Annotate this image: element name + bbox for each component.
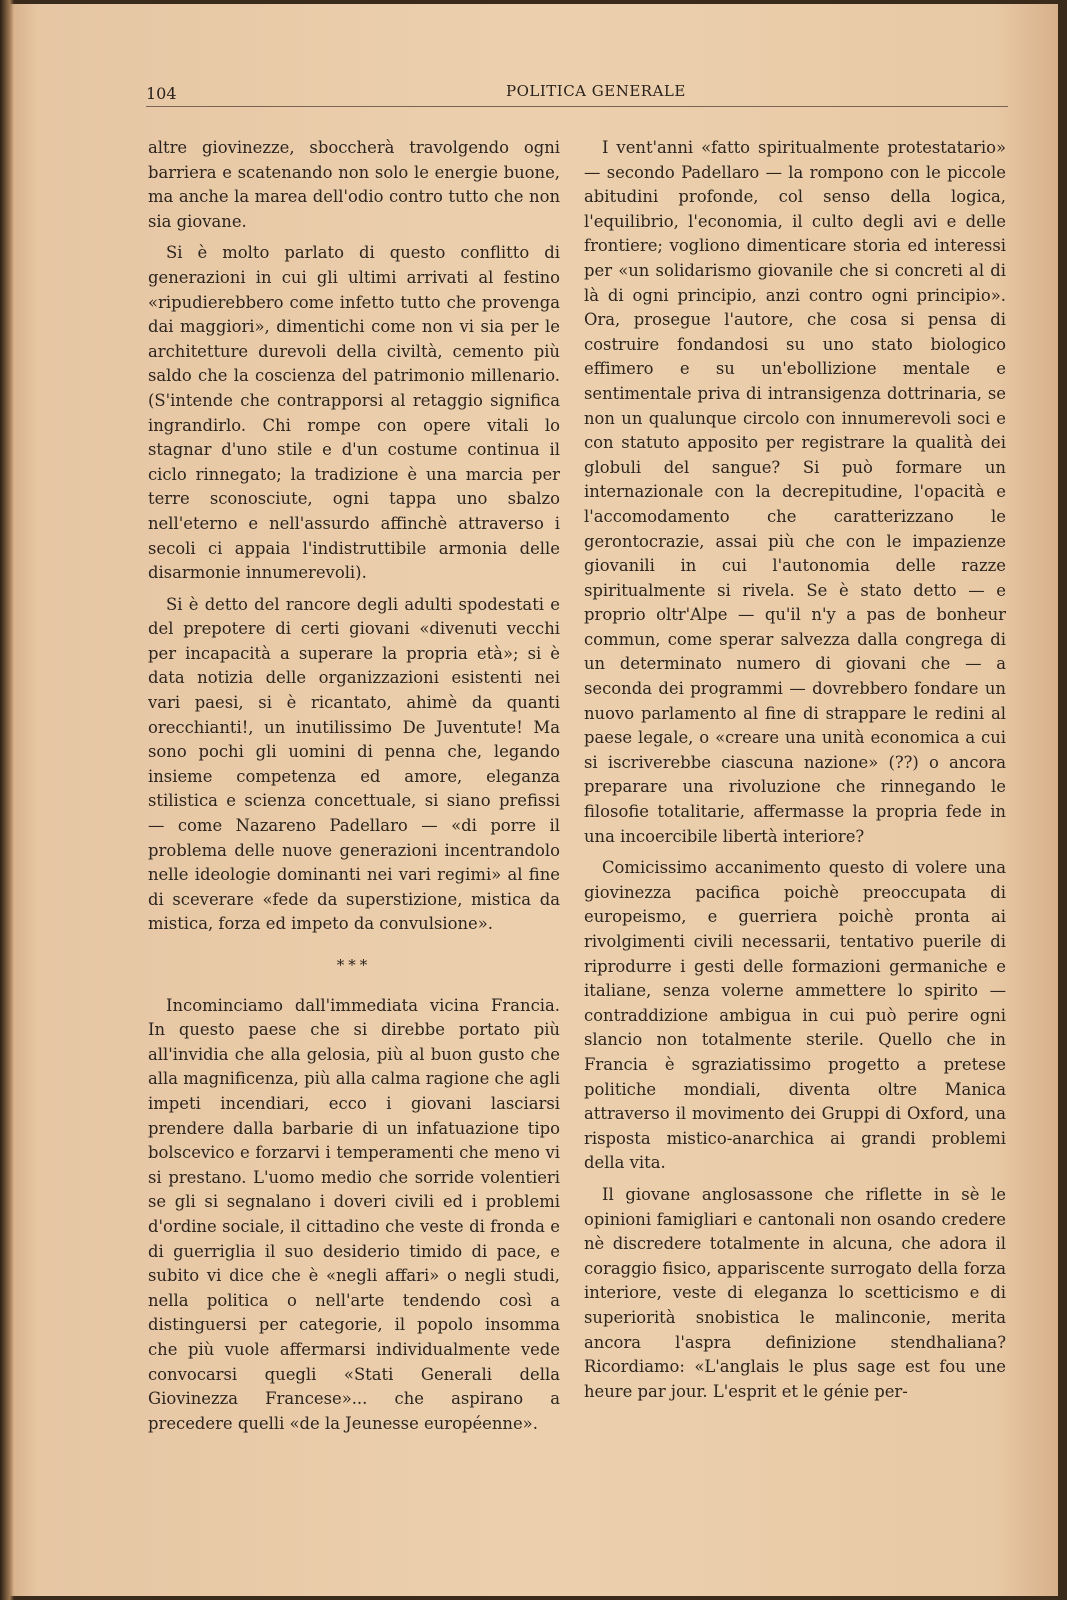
paragraph: Si è molto parlato di questo conflitto di generazioni in cui gli ultimi arrivati al festino «ripudierebbero come infetto tutto che provenga dai maggiori», dimentichi come non vi sia per le architetture durevoli della civiltà, cemento più saldo che la coscienza del patrimonio millenario. (S'intende che contrapporsi al retaggio significa ingrandirlo. Chi rompe con opere vitali lo stagnar d'uno stile e d'un costume continua il ciclo rinnegato; la tradizione è una marcia per terre sconosciute, ogni tappa uno sbalzo nell'eterno e nell'assurdo affinchè attraverso i secoli ci appaia l'indistruttibile armonia delle disarmonie innumerevoli). [148, 243, 560, 583]
running-title: POLITICA GENERALE [506, 82, 686, 100]
left-column [148, 136, 560, 1443]
page-number: 104 [146, 84, 177, 103]
paragraph: Il giovane anglosassone che riflette in sè le opinioni famigliari e cantonali non osando credere nè discredere totalmente in alcuna, che adora il coraggio fisico, appariscente surrogato della forza interiore, veste di eleganza lo scetticismo e di superiorità snobistica le malinconie, merita ancora l'aspra definizione stendhaliana? Ricordiamo: «L'anglais le plus sage est fou une heure par jour. L'esprit et le génie per- [584, 1184, 1006, 1401]
page-header [146, 78, 1008, 107]
book-page [6, 4, 1058, 1596]
section-divider: *** [336, 956, 372, 974]
right-column [584, 136, 1006, 1411]
paragraph: Comicissimo accanimento questo di volere una giovinezza pacifica poichè preoccupata di europeismo, e guerriera poichè pronta ai rivolgimenti civili necessarii, tentativo puerile di riprodurre i gesti delle formazioni germaniche e italiane, senza volerne ammettere lo spirito — contraddizione ambigua in cui può perire ogni slancio non totalmente sterile. Quello che in Francia è sgraziatissimo progetto a pretese politiche mondiali, diventa oltre Manica attraverso il movimento dei Gruppi di Oxford, una risposta mistico-anarchica ai grandi problemi della vita. [584, 858, 1006, 1173]
page-edge [1058, 0, 1067, 1600]
paragraph: altre giovinezze, sboccherà travolgendo ogni barriera e scatenando non solo le energie buone, ma anche la marea dell'odio contro tutto che non sia giovane. [148, 138, 560, 231]
paragraph: Incominciamo dall'immediata vicina Francia. In questo paese che si direbbe portato più all'invidia che alla gelosia, più al buon gusto che alla magnificenza, più alla calma ragione che agli impeti incendiari, ecco i giovani lasciarsi prendere dalla barbarie di un infatuazione tipo bolscevico e forzarvi i temperamenti che meno vi si prestano. L'uomo medio che sorride volentieri se gli si segnalano i doveri civili ed i problemi d'ordine sociale, il cittadino che veste di fronda e di guerriglia il suo desiderio timido di pace, e subito vi dice che è «negli affari» o negli studi, nella politica o nell'arte tendendo così a distinguersi per categorie, il popolo insomma che più vuole affermarsi individualmente vede convocarsi quegli «Stati Generali della Giovinezza Francese»... che aspirano a precedere quelli «de la Jeunesse européenne». [148, 995, 560, 1433]
book-binding-edge [0, 0, 14, 1600]
paragraph: I vent'anni «fatto spiritualmente protestatario» — secondo Padellaro — la rompono con le piccole abitudini profonde, col senso della logica, l'equilibrio, l'economia, il culto degli avi e delle frontiere; vogliono dimenticare storia ed interessi per «un solidarismo giovanile che si concreti al di là di ogni principio, anzi contro ogni principio». Ora, prosegue l'autore, che cosa si pensa di costruire fondandosi su uno stato biologico effimero e su un'ebollizione mentale e sentimentale priva di intransigenza dottrinaria, se non un qualunque circolo con innumerevoli soci e con statuto apposito per registrare la qualità dei globuli del sangue? Si può formare un internazionale con la decrepitudine, l'opacità e l'accomodamento che caratterizzano le gerontocrazie, assai più che con le impazienze giovanili in cui l'autonomia delle razze spiritualmente si rivela. Se è stato detto — e proprio oltr'Alpe — qu'il n'y a pas de bonheur commun, come sperar salvezza dalla congrega di un determinato numero di giovani che — a seconda dei programmi — dovrebbero fondare un nuovo parlamento al fine di strappare le redini al paese legale, o «creare una unità economica a cui si iscriverebbe ciascuna nazione» (??) o ancora preparare una rivoluzione che rinnegando le filosofie totalitarie, affermasse la propria fede in una incoercibile libertà interiore? [584, 138, 1006, 846]
paragraph: Si è detto del rancore degli adulti spodestati e del prepotere di certi giovani «divenuti vecchi per incapacità a superare la propria età»; si è data notizia delle organizzazioni esistenti nei vari paesi, si è ricantato, ahimè da quanti orecchianti!, un inutilissimo De Juventute! Ma sono pochi gli uomini di penna che, legando insieme competenza ed amore, eleganza stilistica e scienza concettuale, si siano prefissi — come Nazareno Padellaro — «di porre il problema delle nuove generazioni incentrandolo nelle ideologie dominanti nei vari regimi» al fine di sceverare «fede da superstizione, mistica da mistica, forza ed impeto da convulsione». [148, 594, 560, 934]
